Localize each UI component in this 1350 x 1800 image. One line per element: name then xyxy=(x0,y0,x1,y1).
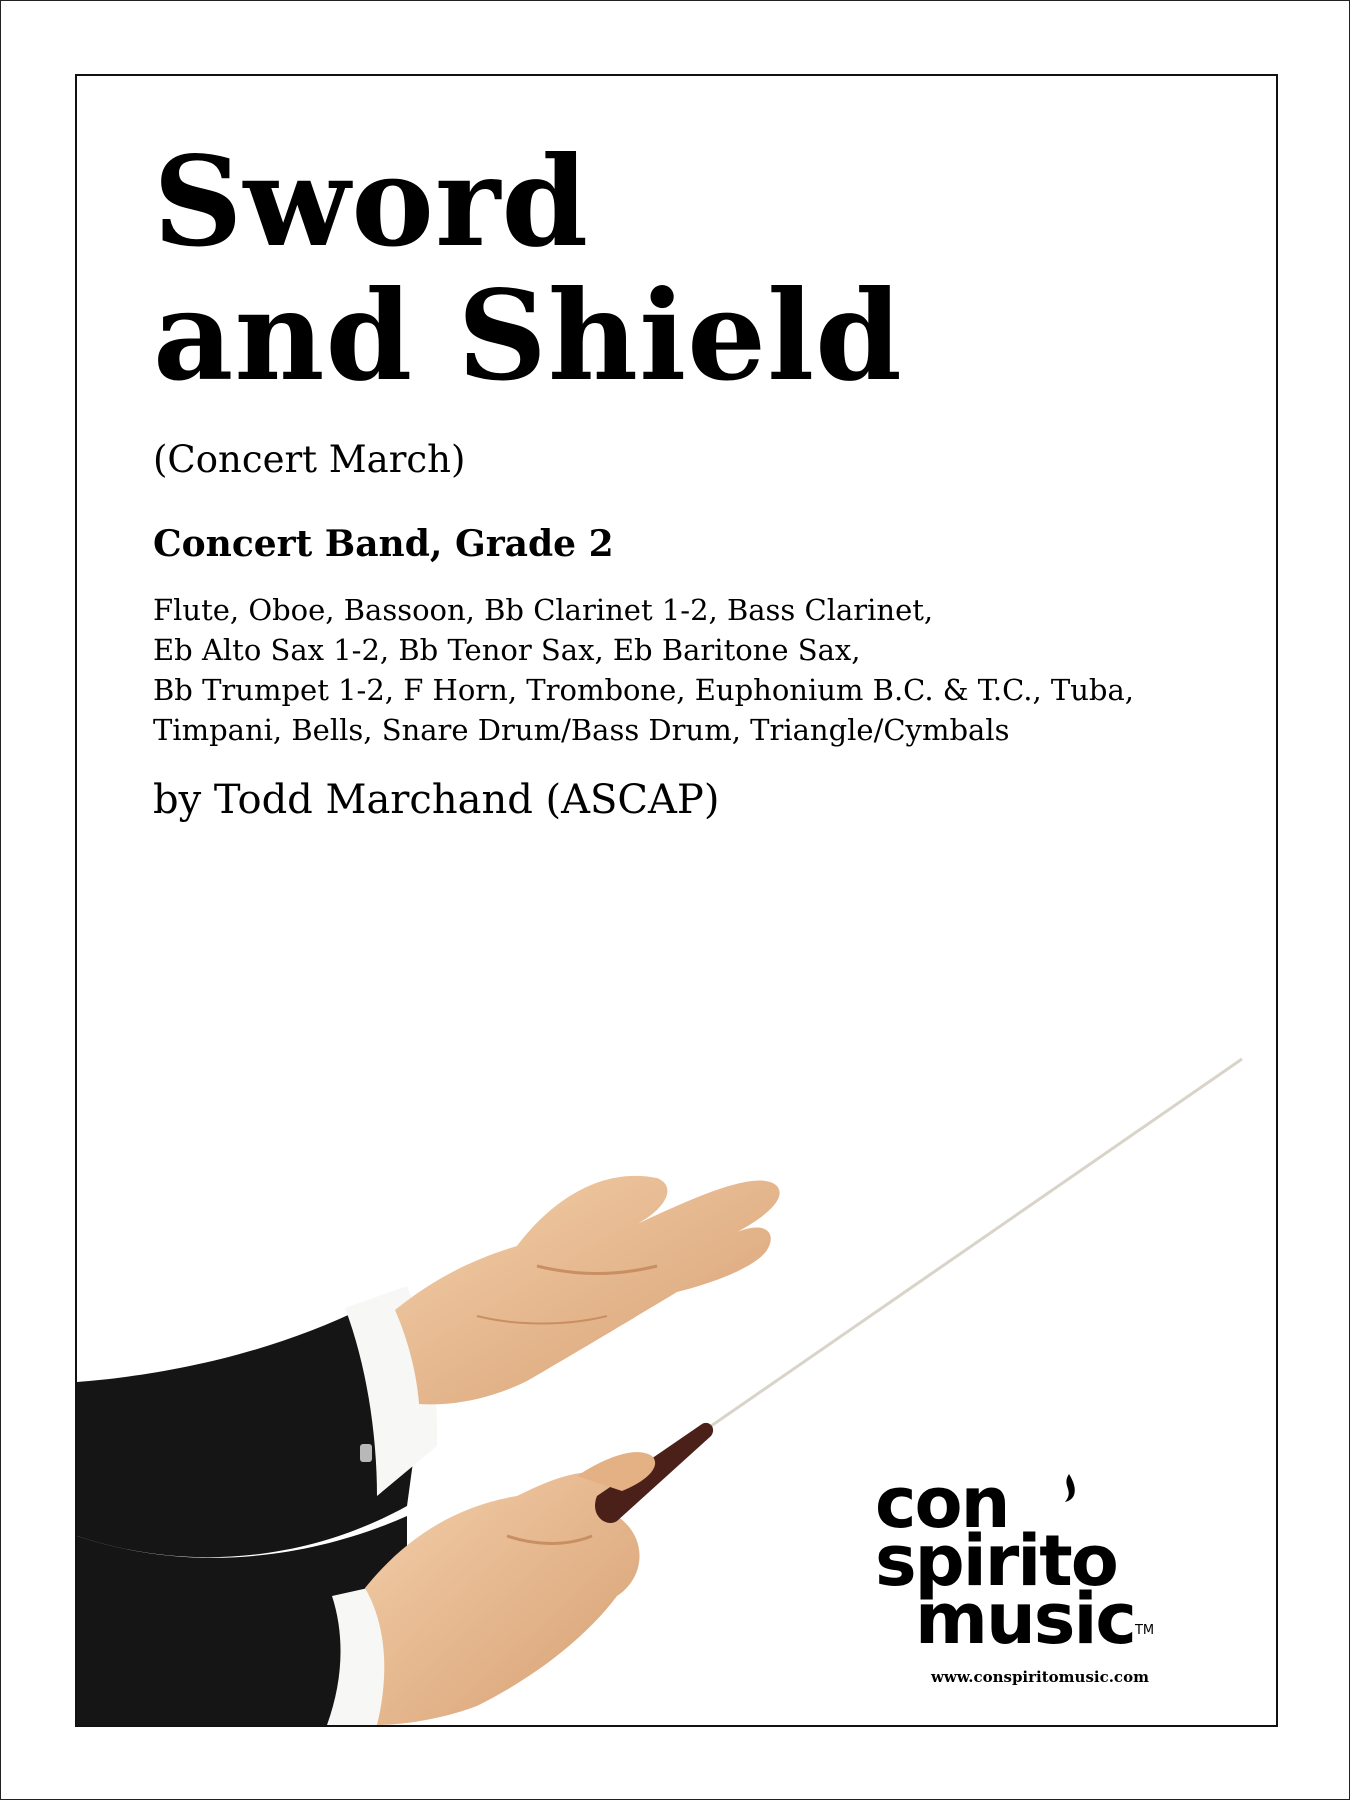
title xyxy=(153,130,903,409)
ensemble-grade: Concert Band, Grade 2 xyxy=(153,523,614,565)
subtitle: (Concert March) xyxy=(153,438,466,481)
instrumentation-line-4: Timpani, Bells, Snare Drum/Bass Drum, Triangle/Cymbals xyxy=(153,713,1010,747)
cufflink xyxy=(360,1444,372,1462)
publisher-website[interactable]: www.conspiritomusic.com xyxy=(931,1668,1149,1686)
instrumentation-line-3: Bb Trumpet 1-2, F Horn, Trombone, Euphonium B.C. & T.C., Tuba, xyxy=(153,673,1134,707)
logo-music xyxy=(915,1578,1155,1660)
upper-hand xyxy=(395,1176,780,1405)
instrumentation-list xyxy=(153,590,1134,750)
flame-icon xyxy=(1057,1472,1081,1514)
instrumentation-line-1: Flute, Oboe, Bassoon, Bb Clarinet 1-2, Bass Clarinet, xyxy=(153,593,934,627)
instrumentation-line-2: Eb Alto Sax 1-2, Bb Tenor Sax, Eb Baritone Sax, xyxy=(153,633,861,667)
title-line-2: and Shield xyxy=(153,264,903,409)
title-line-1: Sword xyxy=(153,130,590,275)
cover-frame xyxy=(75,74,1278,1727)
logo-con: con xyxy=(875,1462,1009,1544)
logo-music-text: music xyxy=(915,1578,1135,1660)
logo-spirito: spirito xyxy=(875,1520,1117,1602)
composer-credit: by Todd Marchand (ASCAP) xyxy=(153,777,720,823)
trademark-symbol: TM xyxy=(1134,1623,1155,1638)
publisher-logo xyxy=(875,1462,1195,1698)
